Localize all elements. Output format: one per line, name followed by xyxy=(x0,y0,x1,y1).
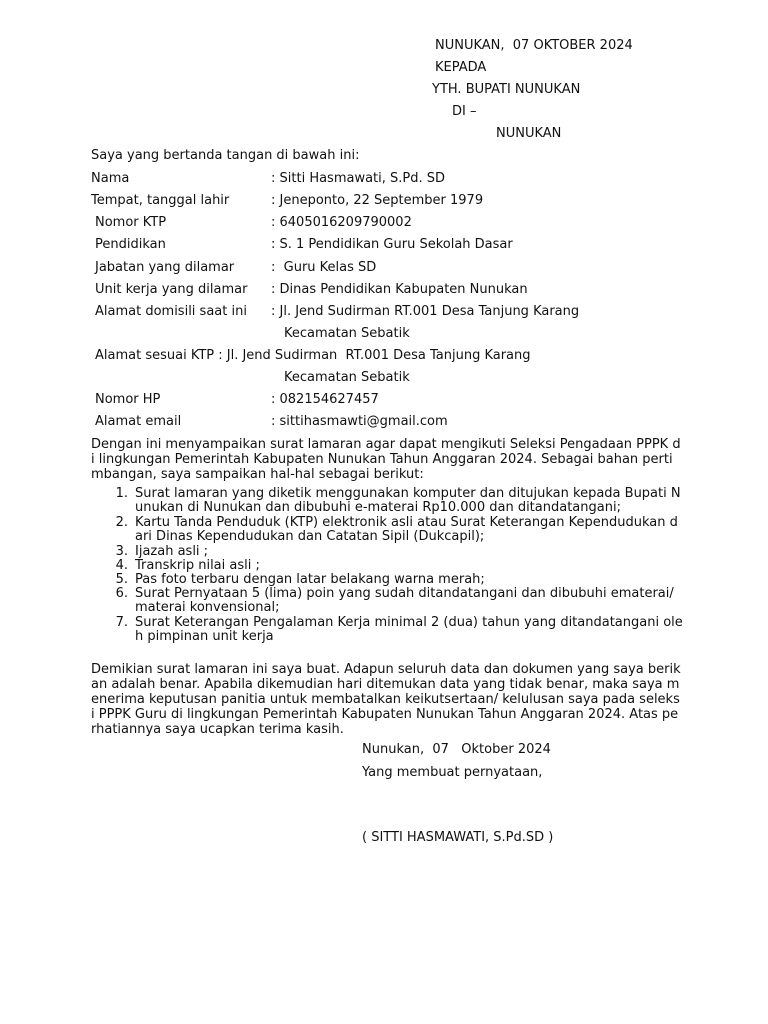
list-item-number: 5. xyxy=(115,572,128,587)
header-place-date: NUNUKAN, 07 OKTOBER 2024 xyxy=(435,38,633,53)
list-item-number: 3. xyxy=(115,544,128,559)
list-item-text: Surat Pernyataan 5 (lima) poin yang sudah ditandatangani dan dibubuhi ematerai/materai konvensional; xyxy=(135,586,674,615)
list-item-text: Pas foto terbaru dengan latar belakang warna merah; xyxy=(135,572,485,587)
body-paragraph-2: Demikian surat lamaran ini saya buat. Adapun seluruh data dan dokumen yang saya berikan adalah benar. Apabila dikemudian hari ditemukan data yang tidak benar, maka saya menerima keputusan panitia untuk membatalkan keikutsertaan/ kelulusan saya pada seleksi PPPK Guru di lingkungan Pemerintah Kabupaten Nunukan Tahun Anggaran 2024. Atas perhatiannya saya ucapkan terima kasih. xyxy=(91,662,681,737)
list-item-number: 2. xyxy=(115,515,128,530)
requirements-list xyxy=(108,487,683,644)
field-value-domisili: : Jl. Jend Sudirman RT.001 Desa Tanjung Karang xyxy=(271,304,580,319)
field-label-jabatan: Jabatan yang dilamar xyxy=(95,260,235,275)
field-label-hp: Nomor HP xyxy=(95,392,161,407)
list-item xyxy=(108,545,683,559)
signature-name: ( SITTI HASMAWATI, S.Pd.SD ) xyxy=(362,830,554,845)
list-item-text: Surat Keterangan Pengalaman Kerja minimal 2 (dua) tahun yang ditandatangani oleh pimpinan unit kerja xyxy=(135,615,683,644)
list-item xyxy=(108,573,683,587)
list-item xyxy=(108,516,683,544)
field-value-hp: : 082154627457 xyxy=(271,392,379,407)
header-di: DI – xyxy=(452,104,477,119)
field-label-pendidikan: Pendidikan xyxy=(95,237,166,252)
intro-text: Saya yang bertanda tangan di bawah ini: xyxy=(91,148,360,163)
field-value-email: : sittihasmawti@gmail.com xyxy=(271,414,448,429)
list-item-number: 7. xyxy=(115,615,128,630)
field-value-unit: : Dinas Pendidikan Kabupaten Nunukan xyxy=(271,282,528,297)
list-item-text: Surat lamaran yang diketik menggunakan komputer dan ditujukan kepada Bupati Nunukan di Nunukan dan dibubuhi e-materai Rp10.000 dan ditandatangani; xyxy=(135,486,681,515)
body-paragraph-1: Dengan ini menyampaikan surat lamaran agar dapat mengikuti Seleksi Pengadaan PPPK di lingkungan Pemerintah Kabupaten Nunukan Tahun Anggaran 2024. Sebagai bahan pertimbangan, saya sampaikan hal-hal sebagai berikut: xyxy=(91,437,681,482)
list-item-text: Ijazah asli ; xyxy=(135,544,209,559)
field-alamat-ktp-line2: Kecamatan Sebatik xyxy=(284,370,410,385)
field-value-nama: : Sitti Hasmawati, S.Pd. SD xyxy=(271,171,446,186)
header-city: NUNUKAN xyxy=(496,126,562,141)
field-label-unit: Unit kerja yang dilamar xyxy=(95,282,248,297)
field-label-ktp: Nomor KTP xyxy=(95,215,167,230)
field-value-jabatan: : Guru Kelas SD xyxy=(271,260,377,275)
field-value-pendidikan: : S. 1 Pendidikan Guru Sekolah Dasar xyxy=(271,237,513,252)
field-label-nama: Nama xyxy=(91,171,130,186)
header-recipient: YTH. BUPATI NUNUKAN xyxy=(432,82,581,97)
closing-place-date: Nunukan, 07 Oktober 2024 xyxy=(362,742,551,757)
list-item-number: 1. xyxy=(115,486,128,501)
field-label-ttl: Tempat, tanggal lahir xyxy=(91,193,230,208)
list-item xyxy=(108,587,683,615)
list-item-number: 4. xyxy=(115,558,128,573)
header-kepada: KEPADA xyxy=(435,60,487,75)
field-label-domisili: Alamat domisili saat ini xyxy=(95,304,247,319)
field-value-ktp: : 6405016209790002 xyxy=(271,215,412,230)
field-value-domisili-line2: Kecamatan Sebatik xyxy=(284,326,410,341)
list-item-number: 6. xyxy=(115,586,128,601)
list-item-text: Transkrip nilai asli ; xyxy=(135,558,260,573)
field-value-ttl: : Jeneponto, 22 September 1979 xyxy=(271,193,484,208)
list-item xyxy=(108,559,683,573)
list-item xyxy=(108,487,683,515)
closing-maker: Yang membuat pernyataan, xyxy=(362,765,543,780)
list-item-text: Kartu Tanda Penduduk (KTP) elektronik asli atau Surat Keterangan Kependudukan dari Dinas Kependudukan dan Catatan Sipil (Dukcapil); xyxy=(135,515,678,544)
field-label-email: Alamat email xyxy=(95,414,182,429)
field-alamat-ktp: Alamat sesuai KTP : Jl. Jend Sudirman RT.001 Desa Tanjung Karang xyxy=(95,348,531,363)
list-item xyxy=(108,616,683,644)
